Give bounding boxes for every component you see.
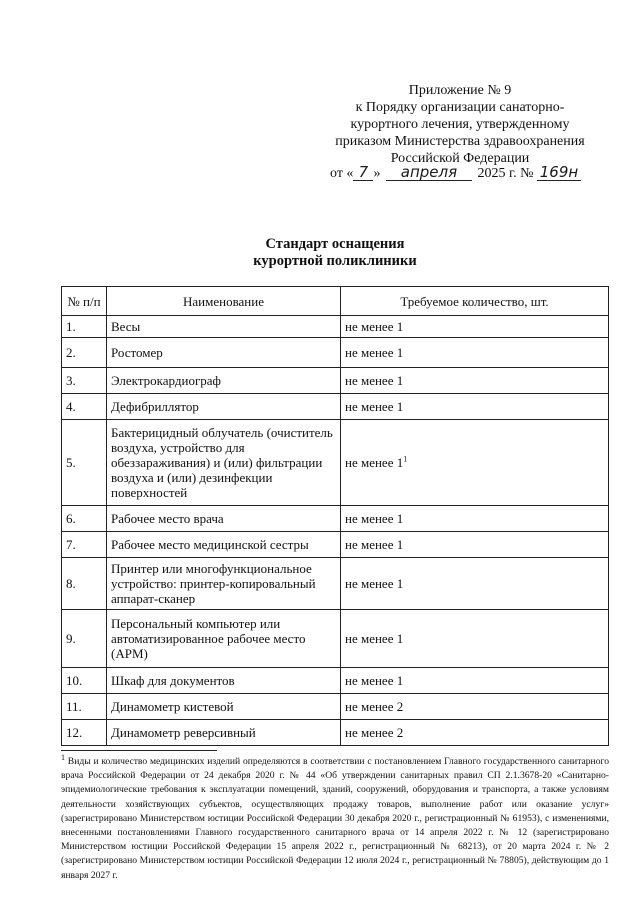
row-qty: не менее 1 (341, 558, 609, 610)
row-num: 7. (62, 532, 107, 558)
row-num: 3. (62, 368, 107, 394)
row-num: 9. (62, 610, 107, 668)
row-num: 4. (62, 394, 107, 420)
row-qty: не менее 1 (341, 506, 609, 532)
row-name: Дефибриллятор (107, 394, 341, 420)
header-num: № п/п (62, 287, 107, 316)
table-row (62, 668, 609, 694)
row-qty: не менее 2 (341, 720, 609, 746)
title-line: Стандарт оснащения (265, 236, 405, 252)
footnote (61, 752, 609, 883)
row-name: Динамометр реверсивный (107, 720, 341, 746)
row-qty: не менее 1 (341, 610, 609, 668)
appendix-line: к Порядку организации санаторно- (355, 100, 565, 115)
row-num: 2. (62, 338, 107, 368)
table-row (62, 558, 609, 610)
table-row (62, 338, 609, 368)
appendix-line: приказом Министерства здравоохранения (335, 134, 585, 149)
row-num: 11. (62, 694, 107, 720)
row-qty-cell (341, 420, 609, 506)
header-qty: Требуемое количество, шт. (341, 287, 609, 316)
order-day-handwritten: 7 (353, 164, 373, 181)
row-num: 6. (62, 506, 107, 532)
footnote-divider (61, 750, 217, 751)
order-date-line (330, 164, 630, 183)
appendix-line: Приложение № 9 (408, 83, 512, 98)
order-number-handwritten: 169н (537, 164, 581, 181)
row-name: Персональный компьютер или автоматизированное рабочее место (АРМ) (107, 610, 341, 668)
equipment-table (61, 286, 609, 746)
row-qty: не менее 1 (341, 368, 609, 394)
row-name: Принтер или многофункциональное устройство: принтер-копировальный аппарат-сканер (107, 558, 341, 610)
table-row (62, 720, 609, 746)
table-row (62, 506, 609, 532)
table-row (62, 394, 609, 420)
footnote-ref: 1 (403, 454, 408, 464)
header-name: Наименование (107, 287, 341, 316)
row-qty: не менее 1 (341, 316, 609, 338)
row-qty: не менее 1 (341, 668, 609, 694)
row-name: Динамометр кистевой (107, 694, 341, 720)
order-prefix: от « (330, 166, 354, 181)
row-name: Бактерицидный облучатель (очиститель воздуха, устройство для обеззараживания) и (или) фильтрации воздуха и (или) дезинфекции поверхностей (107, 420, 341, 506)
appendix-line: Российской Федерации (390, 151, 530, 166)
order-mid: » (373, 166, 381, 181)
order-month-handwritten: апреля (386, 164, 472, 181)
row-name: Шкаф для документов (107, 668, 341, 694)
footnote-text: Виды и количество медицинских изделий определяются в соответствии с постановлением Главного государственного санитарного врача Российской Федерации от 24 декабря 2020 г. № 44 «Об утверждении санитарных правил СП 2.1.3678-20 «Санитарно-эпидемиологические требования к эксплуатации помещений, зданий, сооружений, оборудования и транспорта, а также условиям деятельности хозяйствующих субъектов, осуществляющих продажу товаров, выполнение работ или оказание услуг» (зарегистрировано Министерством юстиции Российской Федерации 30 декабря 2020 г., регистрационный № 61953), с изменениями, внесенными постановлениями Главного государственного санитарного врача от 14 апреля 2022 г. № 12 (зарегистрировано Министерством юстиции Российской Федерации 15 апреля 2022 г., регистрационный № 68213), от 20 марта 2024 г. № 2 (зарегистрировано Министерством юстиции Российской Федерации 12 июля 2024 г., регистрационный № 78805), действующим до 1 января 2027 г. (61, 756, 609, 881)
row-num: 1. (62, 316, 107, 338)
row-qty: не менее 1 (341, 338, 609, 368)
row-qty: не менее 1 (345, 455, 404, 470)
table-row (62, 368, 609, 394)
row-num: 8. (62, 558, 107, 610)
title-line: курортной поликлиники (253, 253, 417, 269)
row-name: Весы (107, 316, 341, 338)
row-num: 12. (62, 720, 107, 746)
document-title (200, 236, 470, 270)
row-num: 5. (62, 420, 107, 506)
row-qty: не менее 1 (341, 532, 609, 558)
appendix-header (300, 82, 620, 167)
row-name: Рабочее место врача (107, 506, 341, 532)
order-year: 2025 г. № (477, 166, 534, 181)
row-name: Рабочее место медицинской сестры (107, 532, 341, 558)
table-row (62, 532, 609, 558)
row-qty: не менее 1 (341, 394, 609, 420)
table-row (62, 420, 609, 506)
table-row (62, 610, 609, 668)
table-row (62, 694, 609, 720)
row-num: 10. (62, 668, 107, 694)
appendix-line: курортного лечения, утвержденному (350, 117, 570, 132)
row-name: Ростомер (107, 338, 341, 368)
table-row (62, 316, 609, 338)
row-qty: не менее 2 (341, 694, 609, 720)
row-name: Электрокардиограф (107, 368, 341, 394)
footnote-mark: 1 (61, 752, 65, 762)
table-header-row (62, 287, 609, 316)
